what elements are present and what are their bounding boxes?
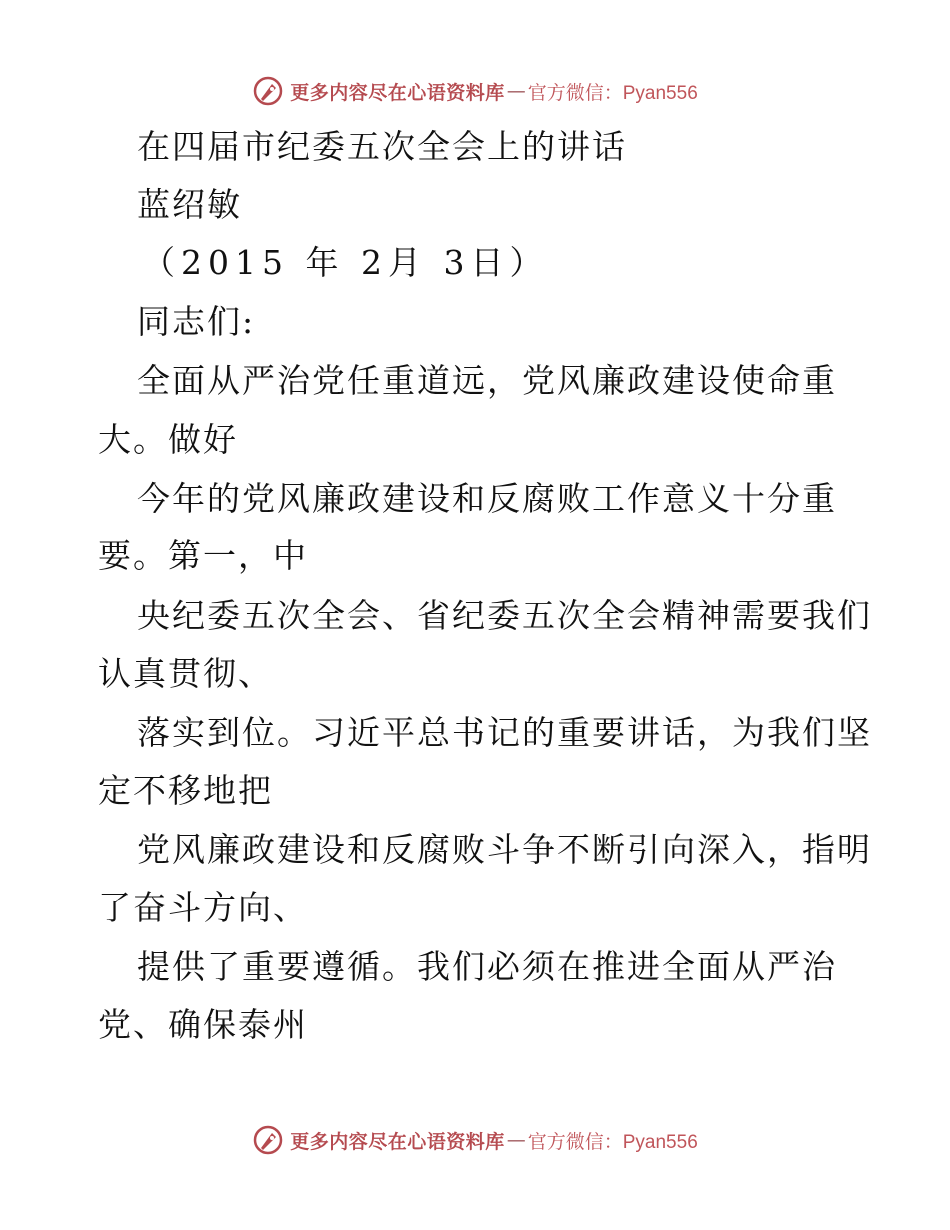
paragraph-line: 党、确保泰州	[98, 1005, 308, 1044]
paragraph-line: 央纪委五次全会、省纪委五次全会精神需要我们	[137, 596, 872, 635]
paragraph-line: 了奋斗方向、	[98, 888, 308, 927]
paragraph-line: 提供了重要遵循。我们必须在推进全面从严治	[137, 947, 837, 986]
paragraph-line: 党风廉政建设和反腐败斗争不断引向深入，指明	[137, 830, 872, 869]
header-banner	[0, 71, 950, 111]
document-author: 蓝绍敏	[137, 185, 242, 224]
pen-nib-logo-icon	[252, 75, 284, 107]
banner-dash: —	[506, 80, 526, 102]
pen-nib-logo-icon	[252, 1124, 284, 1156]
paragraph-line: 今年的党风廉政建设和反腐败工作意义十分重	[137, 479, 837, 518]
paragraph-line: 落实到位。习近平总书记的重要讲话，为我们坚	[137, 713, 872, 752]
paragraph-line: 认真贯彻、	[98, 654, 273, 693]
banner-dash: —	[506, 1129, 526, 1151]
banner-wechat-text: 官方微信：Pyan556	[527, 82, 698, 104]
paragraph-line: 全面从严治党任重道远，党风廉政建设使命重	[137, 361, 837, 400]
document-date: （2015 年 2月 3日）	[142, 243, 549, 282]
paragraph-line: 定不移地把	[98, 771, 273, 810]
banner-brand-text: 更多内容尽在心语资料库	[290, 1130, 505, 1153]
paragraph-line: 大。做好	[98, 420, 238, 459]
footer-banner	[0, 1120, 950, 1160]
banner-brand-text: 更多内容尽在心语资料库	[290, 81, 505, 104]
banner-wechat-text: 官方微信：Pyan556	[527, 1131, 698, 1153]
document-title: 在四届市纪委五次全会上的讲话	[137, 127, 627, 166]
document-salutation: 同志们:	[137, 302, 256, 341]
paragraph-line: 要。第一，中	[98, 536, 308, 575]
